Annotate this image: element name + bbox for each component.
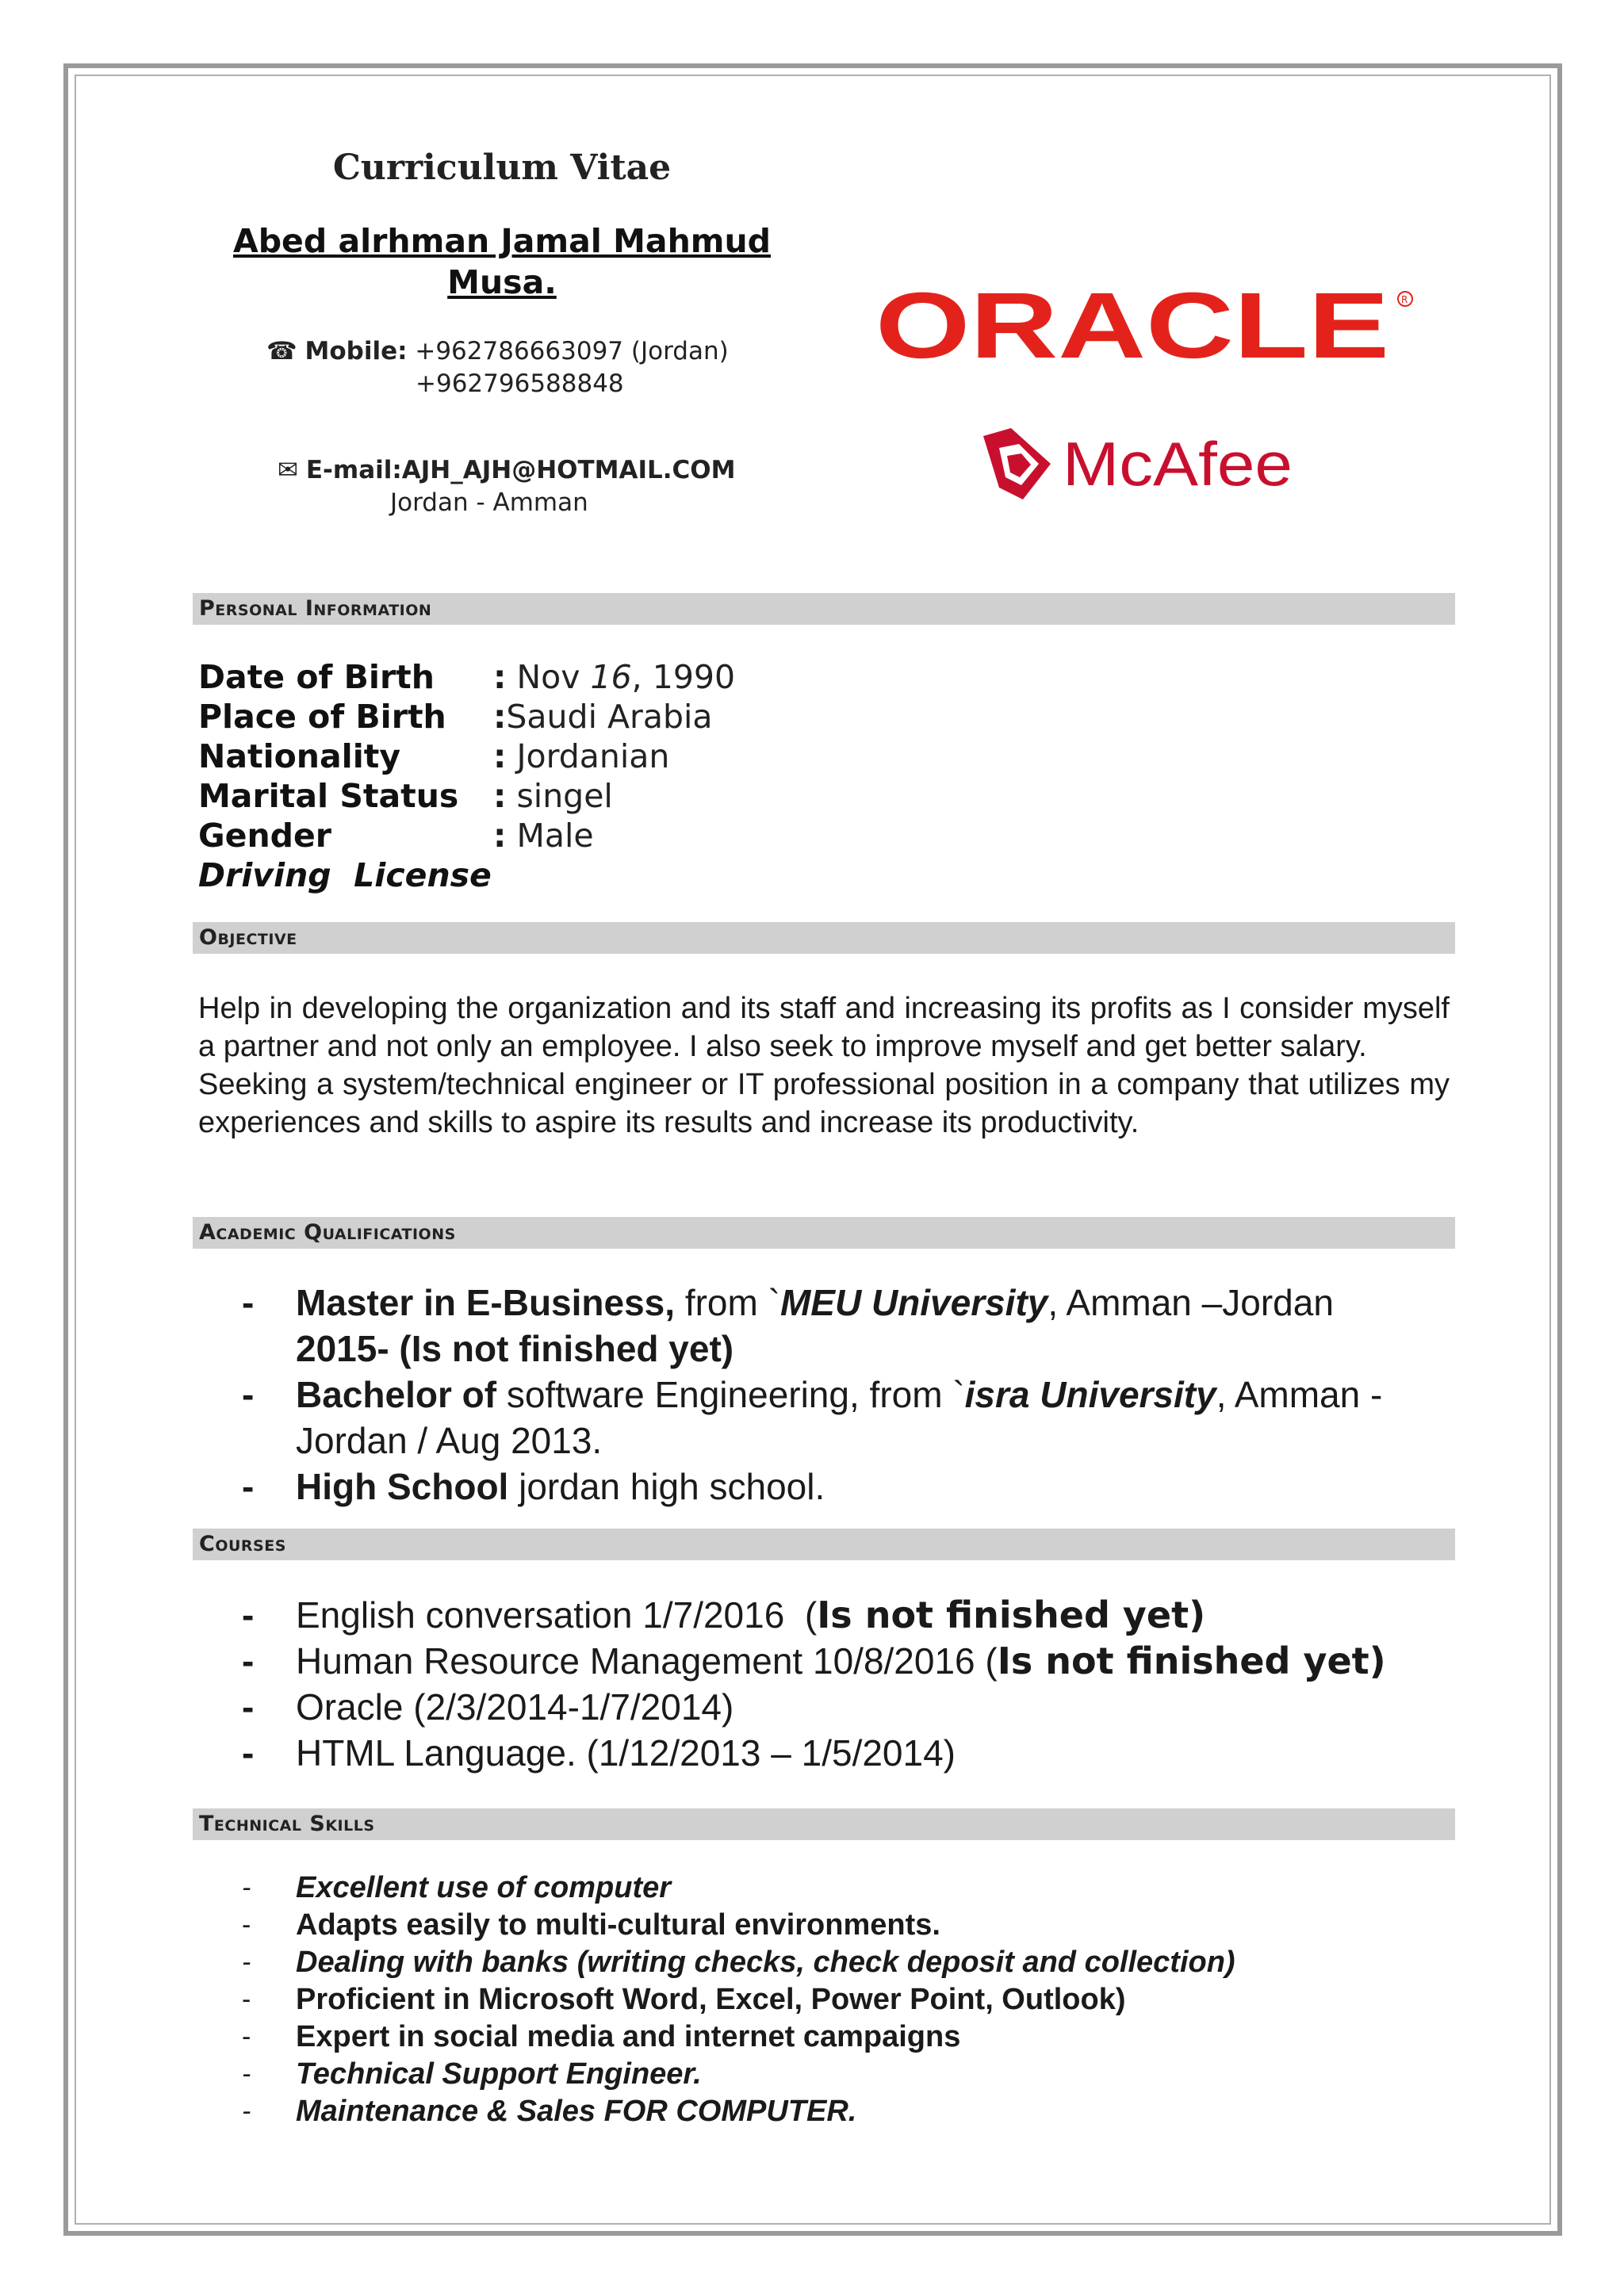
document-title: Curriculum Vitae: [332, 147, 672, 188]
dash-bullet: -: [242, 1947, 251, 1977]
info-value: , 1990: [631, 658, 736, 696]
university-name: isra University: [964, 1374, 1216, 1415]
dash-bullet: -: [242, 1984, 251, 2015]
skill-text: Expert in social media and internet campaigns: [296, 2020, 961, 2053]
info-label: Gender: [198, 817, 332, 855]
dash-bullet: -: [242, 1732, 255, 1774]
degree-title: High School: [296, 1466, 509, 1507]
info-label: Driving License: [198, 856, 492, 894]
email-address: E-mail:AJH_AJH@HOTMAIL.COM: [305, 456, 736, 484]
section-objective: Objective: [193, 922, 1455, 954]
university-name: MEU University: [779, 1282, 1048, 1323]
dash-bullet: -: [242, 2022, 251, 2052]
objective-text: [198, 989, 1450, 1142]
info-value: Jordanian: [506, 737, 670, 775]
dash-bullet: -: [242, 1910, 251, 1940]
info-value: Nov: [506, 658, 591, 696]
list-item: [242, 1730, 1463, 1776]
mcafee-logo: [975, 420, 1308, 507]
mobile-line: [266, 337, 729, 365]
info-row-gender: [198, 816, 594, 855]
list-item: [242, 1684, 1463, 1730]
oracle-logo: [872, 281, 1419, 369]
info-colon: :: [493, 777, 507, 815]
skill-text: Adapts easily to multi-cultural environments.: [296, 1908, 940, 1942]
list-item: [242, 1869, 1455, 1907]
degree-location: , Amman –Jordan: [1048, 1282, 1334, 1323]
list-item: [242, 2056, 1455, 2093]
info-row-place-of-birth: [198, 697, 713, 737]
mobile-label: Mobile:: [304, 337, 408, 365]
info-row-date-of-birth: [198, 657, 735, 697]
list-item: [242, 1944, 1455, 1981]
list-item: [242, 2093, 1455, 2130]
registered-mark-r: R: [1401, 294, 1408, 305]
dash-bullet: -: [242, 1282, 255, 1323]
list-item: [242, 2019, 1455, 2056]
info-colon: :: [493, 658, 507, 696]
info-colon: :: [493, 817, 507, 855]
objective-paragraph: Help in developing the organization and its staff and increasing its profits as I consider myself a partner and not only an employee. I also seek to improve myself and get better salary.: [198, 992, 1450, 1063]
course-status: Is not finished yet): [997, 1640, 1386, 1682]
info-label: Nationality: [198, 737, 401, 775]
info-value: 16: [590, 658, 632, 696]
skill-text: Proficient in Microsoft Word, Excel, Power Point, Outlook): [296, 1983, 1126, 2016]
dash-bullet: -: [242, 1686, 255, 1728]
section-academic-qualifications: Academic Qualifications: [193, 1217, 1455, 1249]
degree-text: from `: [675, 1282, 780, 1323]
course-text: Human Resource Management 10/8/2016 (: [296, 1640, 998, 1682]
skill-text: Dealing with banks (writing checks, check deposit and collection): [296, 1946, 1235, 1979]
location: Jordan - Amman: [390, 488, 588, 517]
skill-text: Excellent use of computer: [296, 1871, 672, 1904]
list-item: [242, 1981, 1455, 2019]
list-item: [242, 1464, 1455, 1510]
phone-icon: ☎: [266, 337, 297, 365]
academic-list: [242, 1280, 1455, 1510]
section-technical-skills: Technical Skills: [193, 1808, 1455, 1840]
info-label: Date of Birth: [198, 658, 435, 696]
list-item: [242, 1907, 1455, 1944]
course-text: HTML Language. (1/12/2013 – 1/5/2014): [296, 1732, 956, 1774]
degree-text: jordan high school.: [508, 1466, 825, 1507]
candidate-name-line2: Musa.: [447, 263, 557, 301]
list-item: [242, 1638, 1463, 1684]
list-item: [242, 1280, 1455, 1372]
course-status: Is not finished yet): [817, 1594, 1206, 1636]
info-value: Male: [506, 817, 594, 855]
info-label: Place of Birth: [198, 698, 446, 736]
degree-title: Master in E-Business,: [296, 1282, 676, 1323]
skills-list: [242, 1869, 1455, 2130]
info-colon: :: [493, 698, 507, 736]
degree-text: software Engineering, from `: [496, 1374, 965, 1415]
mobile-primary: +962786663097 (Jordan): [415, 337, 729, 365]
oracle-logo-text: ORACLE: [875, 281, 1389, 369]
info-label: Marital Status: [198, 777, 459, 815]
list-item: [242, 1592, 1463, 1638]
section-courses: Courses: [193, 1529, 1455, 1560]
degree-title: Bachelor of: [296, 1374, 497, 1415]
candidate-name-line1: Abed alrhman Jamal Mahmud: [232, 222, 772, 260]
envelope-icon: ✉: [278, 456, 298, 484]
skill-text: Technical Support Engineer.: [296, 2057, 702, 2091]
info-colon: :: [493, 737, 507, 775]
dash-bullet: -: [242, 2059, 251, 2089]
dash-bullet: -: [242, 2096, 251, 2126]
dash-bullet: -: [242, 1466, 255, 1507]
degree-status: 2015- (Is not finished yet): [296, 1328, 734, 1369]
info-value: Saudi Arabia: [506, 698, 713, 736]
candidate-name: [198, 220, 806, 303]
email-line: [278, 456, 736, 484]
dash-bullet: -: [242, 1873, 251, 1903]
course-text: Oracle (2/3/2014-1/7/2014): [296, 1686, 734, 1728]
info-row-nationality: [198, 737, 669, 776]
dash-bullet: -: [242, 1640, 255, 1682]
mobile-secondary: +962796588848: [416, 369, 624, 398]
objective-paragraph: Seeking a system/technical engineer or IT professional position in a company that utilizes my experiences and skills to aspire its results and increase its productivity.: [198, 1068, 1450, 1139]
dash-bullet: -: [242, 1374, 255, 1415]
courses-list: [242, 1592, 1463, 1776]
info-row-marital-status: [198, 776, 613, 816]
degree-location: , Amman - Jordan / Aug 2013.: [296, 1374, 1383, 1461]
info-value: singel: [506, 777, 613, 815]
course-text: English conversation 1/7/2016 (: [296, 1594, 818, 1636]
skill-text: Maintenance & Sales FOR COMPUTER.: [296, 2095, 857, 2128]
mcafee-logo-text: McAfee: [1063, 429, 1293, 499]
info-row-driving-license: [198, 855, 493, 895]
mcafee-shield-icon: [983, 428, 1051, 499]
dash-bullet: -: [242, 1594, 255, 1636]
list-item: [242, 1372, 1455, 1464]
section-personal-information: Personal Information: [193, 593, 1455, 625]
